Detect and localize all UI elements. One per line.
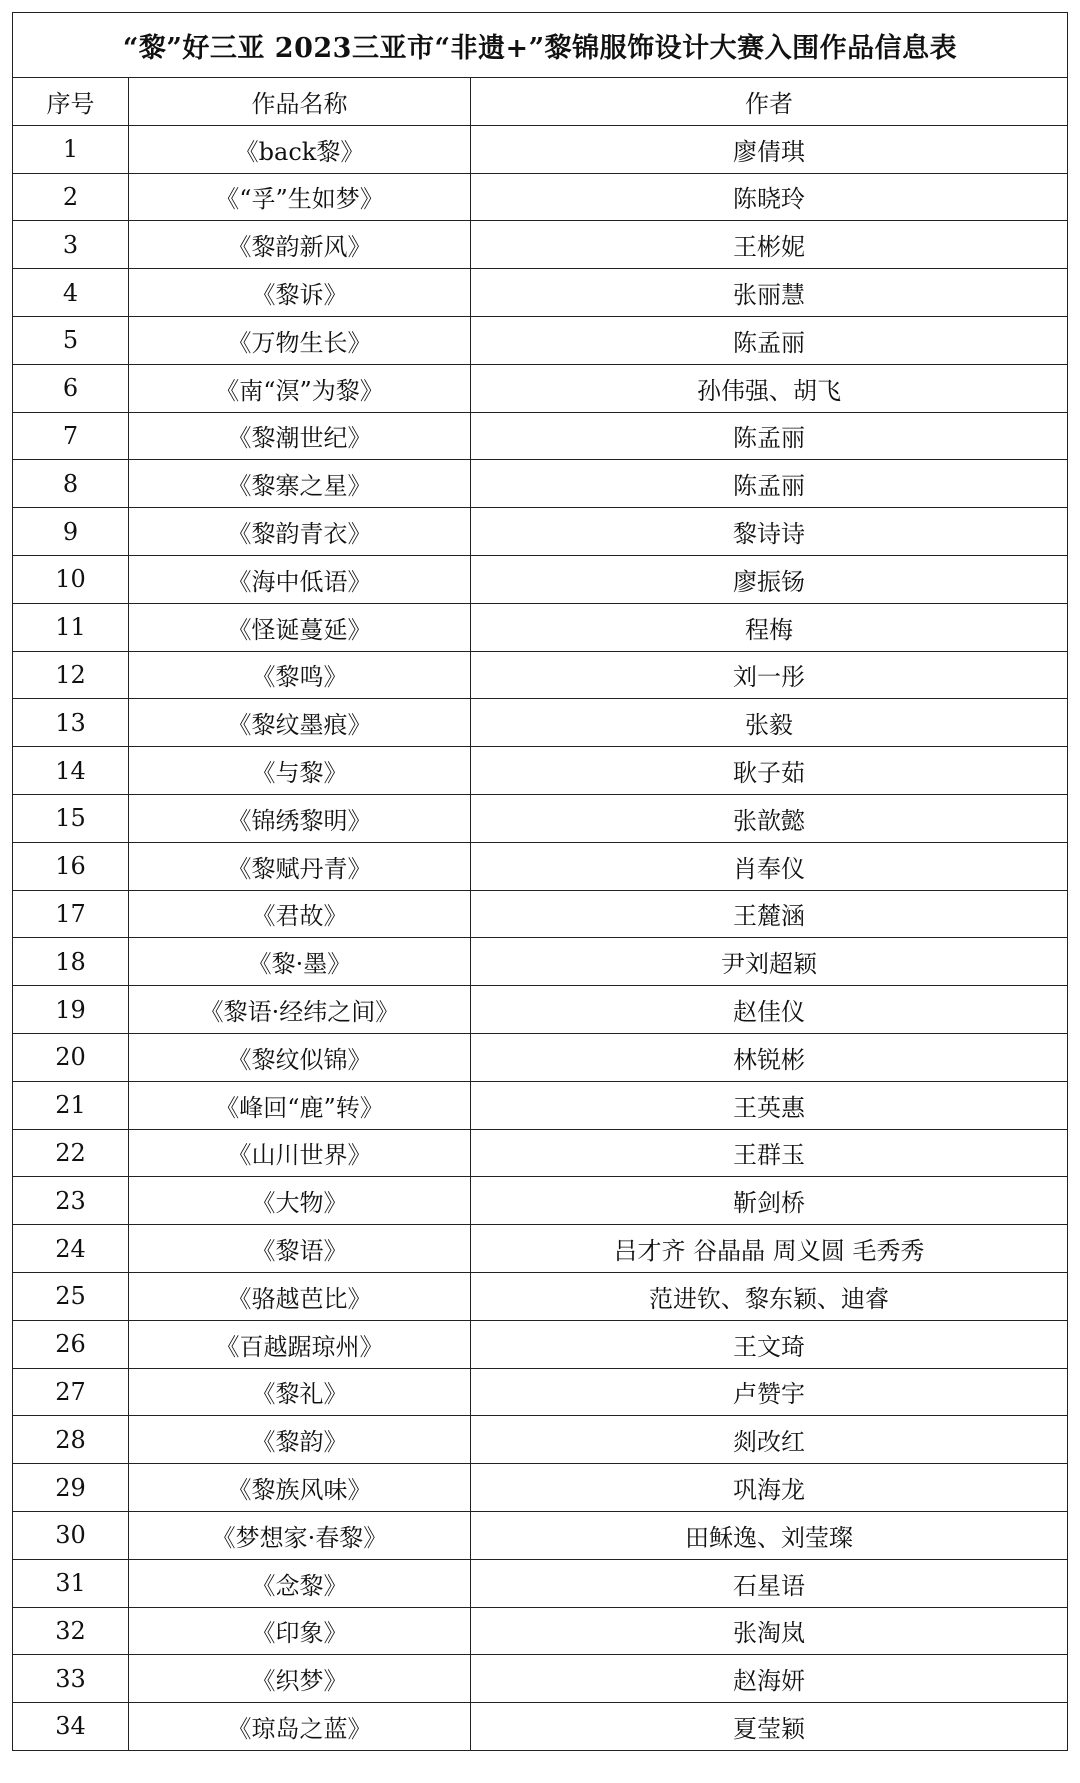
row-number: 7 xyxy=(13,412,129,460)
row-number: 28 xyxy=(13,1416,129,1464)
row-work-name: 《锦绣黎明》 xyxy=(129,794,471,842)
row-number: 11 xyxy=(13,603,129,651)
table-row xyxy=(13,1272,1068,1320)
header-author: 作者 xyxy=(471,78,1068,126)
table-row xyxy=(13,173,1068,221)
row-number: 22 xyxy=(13,1129,129,1177)
row-work-name: 《大物》 xyxy=(129,1177,471,1225)
table-row xyxy=(13,1559,1068,1607)
row-number: 4 xyxy=(13,269,129,317)
row-work-name: 《织梦》 xyxy=(129,1655,471,1703)
table-row xyxy=(13,269,1068,317)
header-work-name: 作品名称 xyxy=(129,78,471,126)
row-work-name: 《黎纹墨痕》 xyxy=(129,699,471,747)
row-number: 17 xyxy=(13,890,129,938)
row-author: 肖奉仪 xyxy=(471,842,1068,890)
row-work-name: 《黎诉》 xyxy=(129,269,471,317)
row-work-name: 《山川世界》 xyxy=(129,1129,471,1177)
row-number: 33 xyxy=(13,1655,129,1703)
table-row xyxy=(13,316,1068,364)
row-number: 9 xyxy=(13,508,129,556)
row-work-name: 《南“溟”为黎》 xyxy=(129,364,471,412)
row-number: 3 xyxy=(13,221,129,269)
row-number: 16 xyxy=(13,842,129,890)
row-author: 陈晓玲 xyxy=(471,173,1068,221)
table-row xyxy=(13,508,1068,556)
row-work-name: 《黎赋丹青》 xyxy=(129,842,471,890)
row-work-name: 《“孚”生如梦》 xyxy=(129,173,471,221)
row-author: 廖倩琪 xyxy=(471,125,1068,173)
table-row xyxy=(13,1033,1068,1081)
row-number: 23 xyxy=(13,1177,129,1225)
row-work-name: 《黎纹似锦》 xyxy=(129,1033,471,1081)
table-row xyxy=(13,125,1068,173)
table-row xyxy=(13,460,1068,508)
row-work-name: 《黎礼》 xyxy=(129,1368,471,1416)
row-number: 19 xyxy=(13,986,129,1034)
row-work-name: 《君故》 xyxy=(129,890,471,938)
table-row xyxy=(13,747,1068,795)
table-row xyxy=(13,221,1068,269)
document-sheet xyxy=(12,12,1068,1751)
row-author: 王彬妮 xyxy=(471,221,1068,269)
row-author: 王群玉 xyxy=(471,1129,1068,1177)
table-row xyxy=(13,938,1068,986)
row-author: 孙伟强、胡飞 xyxy=(471,364,1068,412)
row-number: 1 xyxy=(13,125,129,173)
table-row xyxy=(13,555,1068,603)
row-number: 14 xyxy=(13,747,129,795)
row-author: 王英惠 xyxy=(471,1081,1068,1129)
row-author: 赵佳仪 xyxy=(471,986,1068,1034)
row-author: 赵海妍 xyxy=(471,1655,1068,1703)
row-number: 30 xyxy=(13,1511,129,1559)
header-row xyxy=(13,78,1068,126)
table-row xyxy=(13,1081,1068,1129)
row-author: 靳剑桥 xyxy=(471,1177,1068,1225)
row-author: 田稣逸、刘莹璨 xyxy=(471,1511,1068,1559)
row-author: 夏莹颖 xyxy=(471,1703,1068,1751)
row-work-name: 《海中低语》 xyxy=(129,555,471,603)
row-author: 张毅 xyxy=(471,699,1068,747)
row-author: 林锐彬 xyxy=(471,1033,1068,1081)
row-number: 26 xyxy=(13,1320,129,1368)
table-row xyxy=(13,1416,1068,1464)
table-row xyxy=(13,412,1068,460)
table-row xyxy=(13,603,1068,651)
row-author: 廖振钖 xyxy=(471,555,1068,603)
row-work-name: 《梦想家·春黎》 xyxy=(129,1511,471,1559)
row-number: 13 xyxy=(13,699,129,747)
row-author: 张丽慧 xyxy=(471,269,1068,317)
row-work-name: 《back黎》 xyxy=(129,125,471,173)
row-work-name: 《印象》 xyxy=(129,1607,471,1655)
row-number: 24 xyxy=(13,1225,129,1273)
row-author: 耿子茹 xyxy=(471,747,1068,795)
row-number: 25 xyxy=(13,1272,129,1320)
row-author: 王麓涵 xyxy=(471,890,1068,938)
table-row xyxy=(13,699,1068,747)
table-title: “黎”好三亚 2023三亚市“非遗+”黎锦服饰设计大赛入围作品信息表 xyxy=(13,13,1068,78)
table-row xyxy=(13,1607,1068,1655)
row-work-name: 《怪诞蔓延》 xyxy=(129,603,471,651)
row-work-name: 《黎寨之星》 xyxy=(129,460,471,508)
row-number: 31 xyxy=(13,1559,129,1607)
row-work-name: 《黎潮世纪》 xyxy=(129,412,471,460)
table-row xyxy=(13,651,1068,699)
row-author: 张淘岚 xyxy=(471,1607,1068,1655)
row-work-name: 《黎韵》 xyxy=(129,1416,471,1464)
row-number: 2 xyxy=(13,173,129,221)
table-row xyxy=(13,1368,1068,1416)
row-author: 吕才齐 谷晶晶 周义圆 毛秀秀 xyxy=(471,1225,1068,1273)
row-number: 18 xyxy=(13,938,129,986)
row-work-name: 《万物生长》 xyxy=(129,316,471,364)
row-author: 陈孟丽 xyxy=(471,460,1068,508)
row-author: 刘一彤 xyxy=(471,651,1068,699)
row-work-name: 《黎语》 xyxy=(129,1225,471,1273)
row-work-name: 《骆越芭比》 xyxy=(129,1272,471,1320)
row-work-name: 《与黎》 xyxy=(129,747,471,795)
table-row xyxy=(13,1129,1068,1177)
table-row xyxy=(13,890,1068,938)
row-author: 尹刘超颖 xyxy=(471,938,1068,986)
row-author: 程梅 xyxy=(471,603,1068,651)
row-work-name: 《黎韵新风》 xyxy=(129,221,471,269)
title-row xyxy=(13,13,1068,78)
row-author: 王文琦 xyxy=(471,1320,1068,1368)
table-row xyxy=(13,364,1068,412)
row-work-name: 《百越踞琼州》 xyxy=(129,1320,471,1368)
table-row xyxy=(13,794,1068,842)
row-work-name: 《念黎》 xyxy=(129,1559,471,1607)
table-row xyxy=(13,1703,1068,1751)
row-number: 21 xyxy=(13,1081,129,1129)
row-number: 6 xyxy=(13,364,129,412)
row-number: 27 xyxy=(13,1368,129,1416)
row-number: 10 xyxy=(13,555,129,603)
row-author: 陈孟丽 xyxy=(471,412,1068,460)
row-number: 5 xyxy=(13,316,129,364)
row-number: 29 xyxy=(13,1464,129,1512)
row-number: 15 xyxy=(13,794,129,842)
row-number: 20 xyxy=(13,1033,129,1081)
row-number: 34 xyxy=(13,1703,129,1751)
table-row xyxy=(13,1511,1068,1559)
table-row xyxy=(13,1177,1068,1225)
header-number: 序号 xyxy=(13,78,129,126)
row-author: 黎诗诗 xyxy=(471,508,1068,556)
row-author: 陈孟丽 xyxy=(471,316,1068,364)
table-row xyxy=(13,1320,1068,1368)
table-row xyxy=(13,1225,1068,1273)
row-number: 32 xyxy=(13,1607,129,1655)
entries-table xyxy=(12,12,1068,1751)
row-work-name: 《黎鸣》 xyxy=(129,651,471,699)
row-author: 剡改红 xyxy=(471,1416,1068,1464)
row-work-name: 《黎·墨》 xyxy=(129,938,471,986)
row-work-name: 《峰回“鹿”转》 xyxy=(129,1081,471,1129)
row-work-name: 《黎语·经纬之间》 xyxy=(129,986,471,1034)
row-author: 石星语 xyxy=(471,1559,1068,1607)
row-work-name: 《琼岛之蓝》 xyxy=(129,1703,471,1751)
row-author: 巩海龙 xyxy=(471,1464,1068,1512)
table-row xyxy=(13,986,1068,1034)
row-author: 卢赞宇 xyxy=(471,1368,1068,1416)
table-row xyxy=(13,842,1068,890)
table-row xyxy=(13,1655,1068,1703)
table-body xyxy=(13,125,1068,1750)
row-work-name: 《黎韵青衣》 xyxy=(129,508,471,556)
table-row xyxy=(13,1464,1068,1512)
row-number: 8 xyxy=(13,460,129,508)
row-author: 张歆懿 xyxy=(471,794,1068,842)
row-author: 范进钦、黎东颖、迪睿 xyxy=(471,1272,1068,1320)
row-work-name: 《黎族风味》 xyxy=(129,1464,471,1512)
row-number: 12 xyxy=(13,651,129,699)
